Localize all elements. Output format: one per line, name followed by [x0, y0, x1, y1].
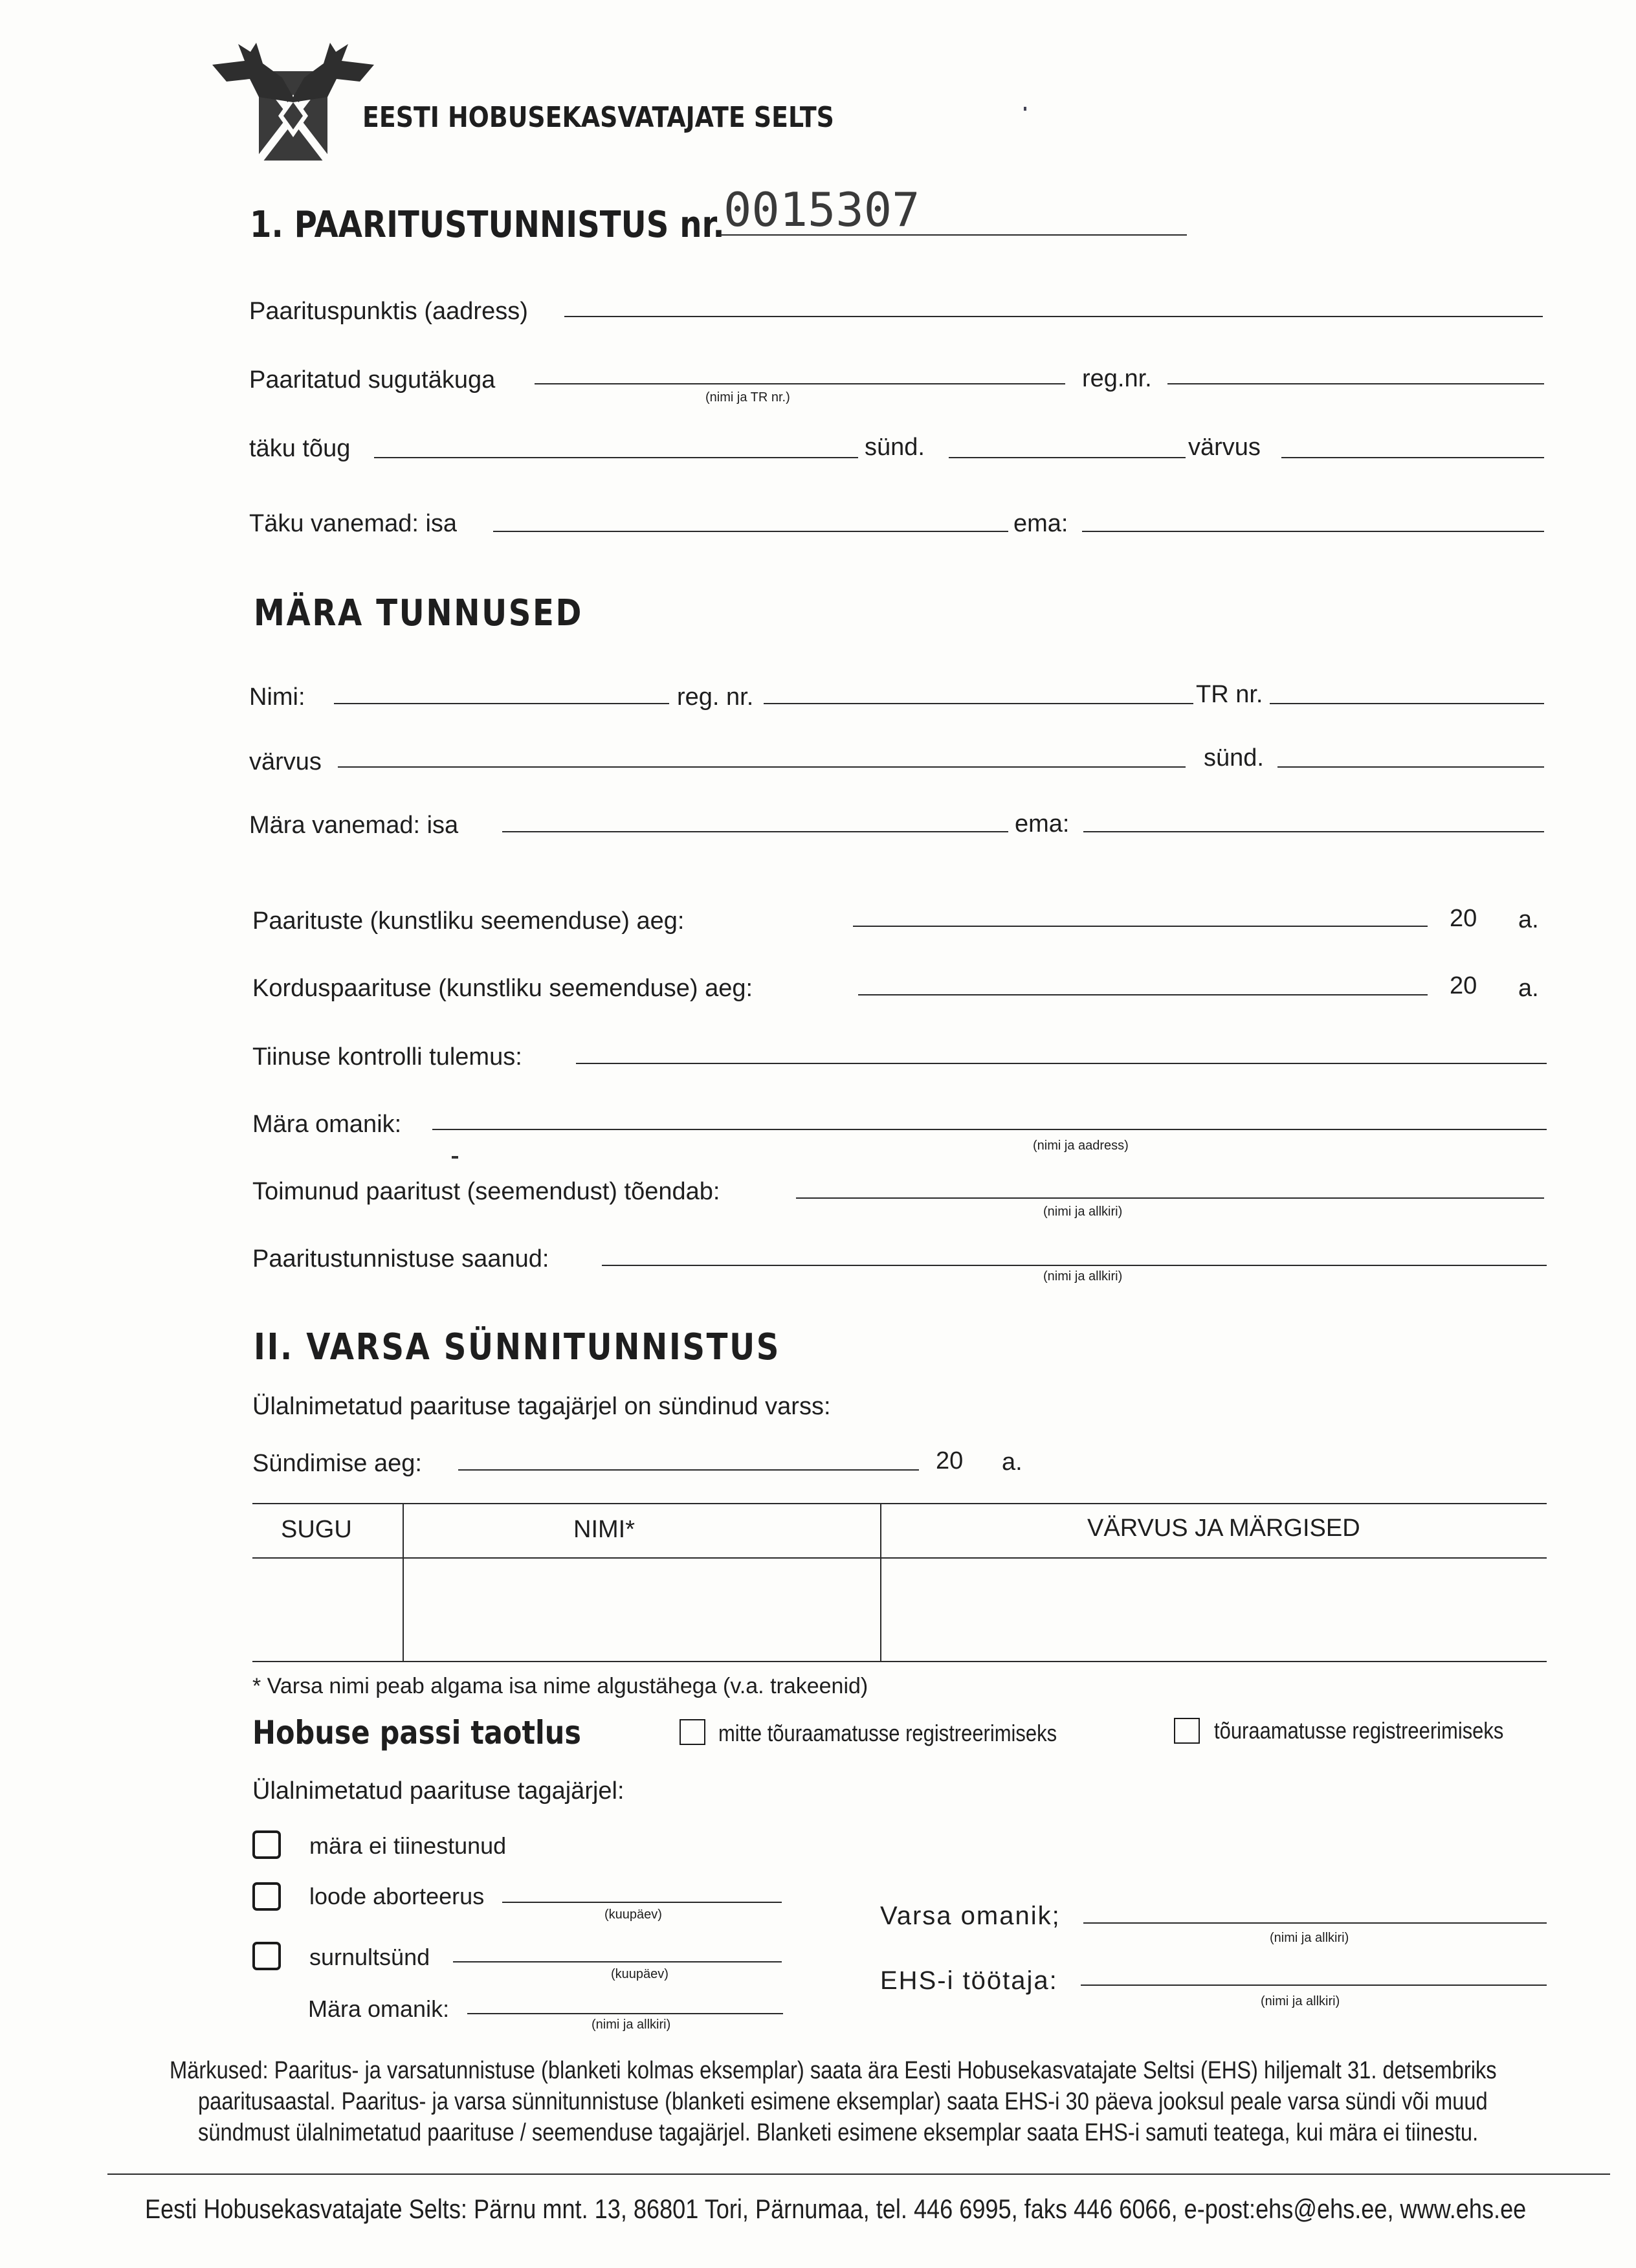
mare-name-field[interactable]	[334, 703, 669, 704]
option-not-studbook-checkbox[interactable]	[680, 1719, 705, 1745]
notes-line-2: paaritusaastal. Paaritus- ja varsa sünnitunnistuse (blanketi esimene eksemplar) saata EHS-i 30 päeva jooksul peale varsa sündi või muud	[198, 2088, 1488, 2115]
table-top-rule	[252, 1503, 1547, 1504]
stallion-born-label: sünd.	[865, 434, 925, 461]
stallion-colour-field[interactable]	[1281, 457, 1544, 458]
address-label: Paarituspunktis (aadress)	[249, 298, 528, 325]
certified-field[interactable]	[796, 1197, 1544, 1199]
stallion-dam-label: ema:	[1013, 510, 1068, 537]
notes-line-3: sündmust ülalnimetatud paarituse / seemenduse tagajärjel. Blanketi esimene eksemplar saata EHS-i samuti teatega, kui mära ei tiinestu.	[198, 2119, 1479, 2146]
not-pregnant-label: mära ei tiinestunud	[309, 1832, 507, 1859]
stallion-field[interactable]	[535, 383, 1065, 384]
foal-name-cell[interactable]	[404, 1559, 880, 1661]
stallion-label: Paaritatud sugutäkuga	[249, 366, 496, 394]
passport-mare-owner-hint: (nimi ja allkiri)	[591, 2018, 671, 2032]
ehs-worker-field[interactable]	[1081, 1984, 1547, 1986]
option-not-studbook-label: mitte tõuraamatusse registreerimiseks	[718, 1720, 1057, 1746]
foal-sex-cell[interactable]	[252, 1559, 403, 1661]
mare-parents-label: Mära vanemad: isa	[249, 812, 459, 839]
mare-name-label: Nimi:	[249, 684, 305, 711]
stallion-colour-label: värvus	[1188, 434, 1261, 461]
horse-heads-logo-icon	[206, 38, 381, 167]
mare-colour-field[interactable]	[338, 766, 1186, 768]
notes-line-1: Märkused: Paaritus- ja varsatunnistuse (blanketi kolmas eksemplar) saata ära Eesti Hobusekasvatajate Seltsi (EHS) hiljemalt 31. detsembriks	[170, 2057, 1497, 2084]
table-header-colour: VÄRVUS JA MÄRGISED	[1087, 1515, 1360, 1542]
certified-hint: (nimi ja allkiri)	[1043, 1205, 1123, 1219]
repeat-time-label: Korduspaarituse (kunstliku seemenduse) aeg:	[252, 975, 753, 1002]
certificate-number: 0015307	[724, 183, 920, 237]
stillborn-checkbox[interactable]	[252, 1942, 281, 1970]
not-pregnant-checkbox[interactable]	[252, 1830, 281, 1859]
table-bottom-rule	[252, 1661, 1547, 1662]
foal-owner-field[interactable]	[1083, 1922, 1547, 1924]
table-header-sex: SUGU	[281, 1516, 352, 1543]
mare-trnr-field[interactable]	[1270, 703, 1544, 704]
stallion-parents-label: Täku vanemad: isa	[249, 510, 458, 537]
stillborn-date-field[interactable]	[453, 1961, 782, 1962]
foal-table	[252, 1503, 1547, 1662]
birth-year-prefix: 20	[936, 1447, 964, 1474]
section2-intro: Ülalnimetatud paarituse tagajärjel on sündinud varss:	[252, 1393, 831, 1420]
mating-time-label: Paarituste (kunstliku seemenduse) aeg:	[252, 907, 685, 935]
mare-section-title: MÄRA TUNNUSED	[254, 592, 584, 634]
footer-contact: Eesti Hobusekasvatajate Selts: Pärnu mnt. 13, 86801 Tori, Pärnumaa, tel. 446 6995, faks 446 6066, e-post:ehs@ehs.ee, www.ehs.ee	[145, 2194, 1527, 2224]
mare-sire-field[interactable]	[502, 831, 1008, 832]
passport-mare-owner-label: Mära omanik:	[308, 1996, 450, 2022]
stillborn-date-hint: (kuupäev)	[611, 1967, 669, 1981]
mare-born-field[interactable]	[1277, 766, 1544, 768]
passport-title: Hobuse passi taotlus	[252, 1714, 581, 1751]
foal-owner-hint: (nimi ja allkiri)	[1270, 1931, 1349, 1945]
option-studbook-label: tõuraamatusse registreerimiseks	[1214, 1717, 1504, 1744]
org-logo	[206, 38, 381, 167]
footer-rule	[107, 2174, 1610, 2175]
scan-speck	[1024, 107, 1026, 111]
stallion-regnr-field[interactable]	[1167, 383, 1544, 384]
passport-intro: Ülalnimetatud paarituse tagajärjel:	[252, 1777, 625, 1805]
repeat-year-suffix: a.	[1518, 975, 1539, 1002]
birth-time-field[interactable]	[458, 1469, 919, 1471]
mating-year-suffix: a.	[1518, 906, 1539, 933]
certificate-number-line	[720, 234, 1187, 236]
pregnancy-field[interactable]	[576, 1063, 1547, 1064]
repeat-year-prefix: 20	[1450, 972, 1477, 999]
received-hint: (nimi ja allkiri)	[1043, 1269, 1123, 1284]
aborted-date-hint: (kuupäev)	[604, 1907, 662, 1922]
repeat-time-field[interactable]	[858, 994, 1428, 995]
pregnancy-label: Tiinuse kontrolli tulemus:	[252, 1043, 522, 1071]
foal-owner-label: Varsa omanik;	[880, 1902, 1061, 1930]
stillborn-label: surnultsünd	[309, 1944, 430, 1970]
ehs-worker-label: EHS-i töötaja:	[880, 1966, 1058, 1995]
mare-regnr-field[interactable]	[764, 703, 1193, 704]
passport-mare-owner-field[interactable]	[467, 2013, 783, 2014]
birth-year-suffix: a.	[1002, 1449, 1022, 1476]
stallion-hint: (nimi ja TR nr.)	[705, 390, 790, 405]
table-footnote: * Varsa nimi peab algama isa nime algustähega (v.a. trakeenid)	[252, 1674, 868, 1698]
stallion-breed-field[interactable]	[374, 457, 858, 458]
certified-label: Toimunud paaritust (seemendust) tõendab:	[252, 1178, 720, 1205]
aborted-label: loode aborteerus	[309, 1883, 485, 1909]
address-field[interactable]	[564, 316, 1543, 317]
mare-regnr-label: reg. nr.	[677, 684, 754, 711]
option-studbook-checkbox[interactable]	[1174, 1718, 1200, 1744]
stallion-dam-field[interactable]	[1082, 531, 1544, 532]
stallion-breed-label: täku tõug	[249, 435, 351, 462]
stallion-regnr-label: reg.nr.	[1082, 365, 1152, 392]
aborted-date-field[interactable]	[502, 1902, 782, 1903]
section2-title: II. VARSA SÜNNITUNNISTUS	[254, 1326, 781, 1368]
received-field[interactable]	[602, 1265, 1547, 1266]
mating-time-field[interactable]	[853, 926, 1428, 927]
scan-speck	[452, 1156, 458, 1159]
mare-dam-label: ema:	[1015, 810, 1070, 838]
table-header-name: NIMI*	[573, 1516, 635, 1543]
mating-year-prefix: 20	[1450, 905, 1477, 932]
received-label: Paaritustunnistuse saanud:	[252, 1245, 549, 1273]
mare-colour-label: värvus	[249, 748, 322, 775]
aborted-checkbox[interactable]	[252, 1882, 281, 1911]
birth-time-label: Sündimise aeg:	[252, 1450, 422, 1477]
stallion-born-field[interactable]	[949, 457, 1186, 458]
stallion-sire-field[interactable]	[493, 531, 1008, 532]
mare-trnr-label: TR nr.	[1196, 681, 1263, 708]
mare-owner-label: Mära omanik:	[252, 1111, 402, 1138]
mare-owner-hint: (nimi ja aadress)	[1033, 1139, 1129, 1153]
section1-title: 1. PAARITUSTUNNISTUS nr.	[250, 204, 725, 246]
mare-born-label: sünd.	[1204, 744, 1264, 772]
mare-owner-field[interactable]	[432, 1129, 1547, 1130]
ehs-worker-hint: (nimi ja allkiri)	[1261, 1994, 1340, 2008]
mare-dam-field[interactable]	[1083, 831, 1544, 832]
org-name: EESTI HOBUSEKASVATAJATE SELTS	[362, 101, 834, 134]
foal-colour-cell[interactable]	[881, 1559, 1547, 1661]
